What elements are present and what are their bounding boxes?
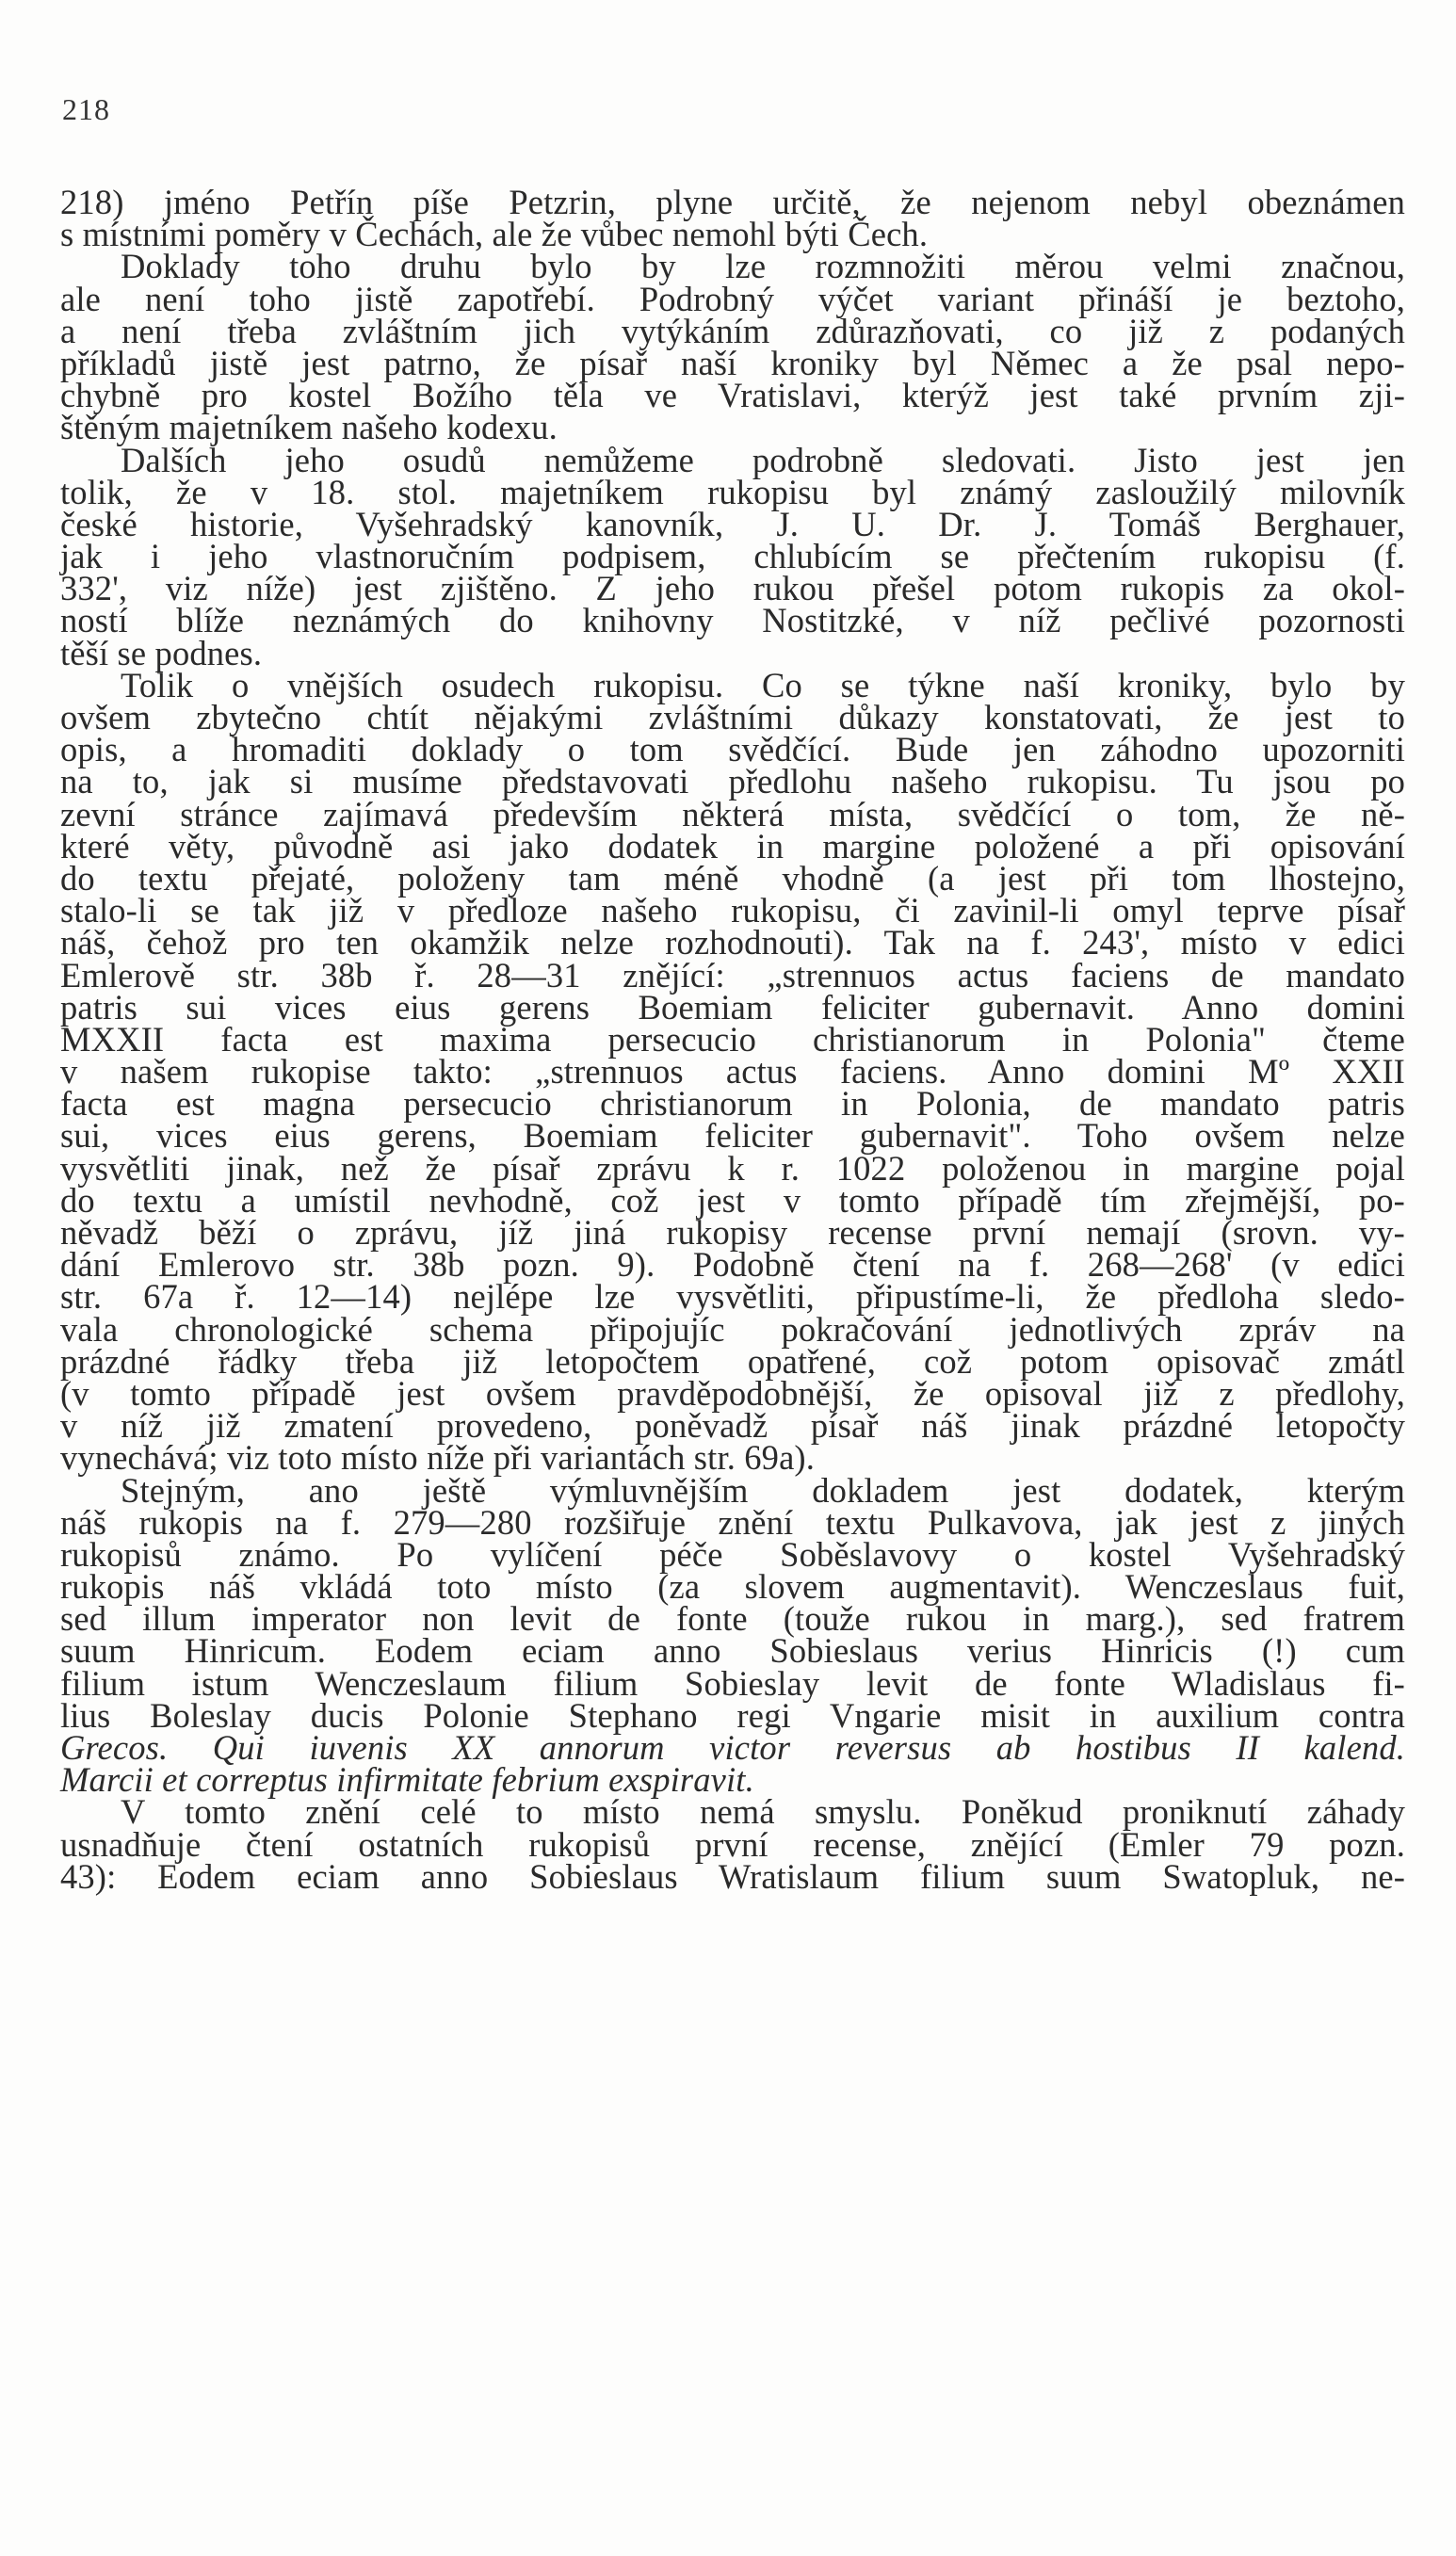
text-line: sui, vices eius gerens, Boemiam feliciter gubernavit". Toho ovšem nelze [60, 1116, 1405, 1156]
text-line: rukopisů známo. Po vylíčení péče Soběslavovy o kostel Vyšehradský [60, 1534, 1405, 1574]
text-line: Tolik o vnějších osudech rukopisu. Co se týkne naší kroniky, bylo by [121, 665, 1405, 704]
text-line: sed illum imperator non levit de fonte (touže rukou in marg.), sed fratrem [60, 1599, 1405, 1639]
text-line: náš rukopis na f. 279—280 rozšiřuje znění textu Pulkavova, jak jest z jiných [60, 1502, 1405, 1542]
text-line: MXXII facta est maxima persecucio christianorum in Polonia" čteme [60, 1019, 1405, 1059]
text-line: dání Emlerovo str. 38b pozn. 9). Podobně čtení na f. 268—268' (v edici [60, 1245, 1405, 1285]
text-line: stalo-li se tak již v předloze našeho rukopisu, či zavinil-li omyl teprve písař [60, 891, 1405, 930]
page-number: 218 [62, 92, 110, 126]
text-line: příkladů jistě jest patrno, že písař naší kroniky byl Němec a že psal nepo- [60, 343, 1405, 382]
text-line: zevní stránce zajímavá především některá místa, svědčící o tom, že ně- [60, 794, 1405, 833]
text-line: do textu a umístil nevhodně, což jest v tomto případě tím zřejmější, po- [60, 1180, 1405, 1220]
text-line: Emlerově str. 38b ř. 28—31 znějící: „strennuos actus faciens de mandato [60, 955, 1405, 995]
text-line: s místními poměry v Čechách, ale že vůbec nemohl býti Čech. [60, 215, 929, 254]
text-line: v níž již zmatení provedeno, poněvadž písař náš jinak prázdné letopočty [60, 1406, 1405, 1446]
text-line: lius Boleslay ducis Polonie Stephano regi Vngarie misit in auxilium contra [60, 1695, 1405, 1735]
text-line: štěným majetníkem našeho kodexu. [60, 408, 558, 447]
text-line: jak i jeho vlastnoručním podpisem, chlubícím se přečtením rukopisu (f. [60, 537, 1405, 576]
text-line: ale není toho jistě zapotřebí. Podrobný výčet variant přináší je beztoho, [60, 279, 1405, 318]
text-line: vynechává; viz toto místo níže při variantách str. 69a). [60, 1438, 816, 1478]
text-line: na to, jak si musíme představovati předlohu našeho rukopisu. Tu jsou po [60, 762, 1405, 801]
text-line: vala chronologické schema připojujíc pokračování jednotlivých zpráv na [60, 1309, 1405, 1349]
text-line: Marcii et correptus infirmitate febrium exspiravit. [60, 1760, 754, 1800]
text-line: do textu přejaté, položeny tam méně vhodně (a jest při tom lhostejno, [60, 858, 1405, 898]
text-line: tolik, že v 18. stol. majetníkem rukopisu byl známý zasloužilý milovník [60, 472, 1405, 511]
text-line: suum Hinricum. Eodem eciam anno Sobieslaus verius Hinricis (!) cum [60, 1631, 1405, 1671]
text-line: těší se podnes. [60, 633, 263, 672]
text-line: V tomto znění celé to místo nemá smyslu. Poněkud proniknutí záhady [121, 1792, 1405, 1832]
text-line: Grecos. Qui iuvenis XX annorum victor reversus ab hostibus II kalend. [60, 1728, 1405, 1767]
text-line: 332', viz níže) jest zjištěno. Z jeho rukou přešel potom rukopis za okol- [60, 569, 1405, 608]
text-line: něvadž běží o zprávu, jíž jiná rukopisy recense první nemají (srovn. vy- [60, 1213, 1405, 1252]
body-text [60, 183, 1405, 1896]
text-line: ovšem zbytečno chtít nějakými zvláštními důkazy konstatovati, že jest to [60, 698, 1405, 736]
text-line: prázdné řádky třeba již letopočtem opatřené, což potom opisovač zmátl [60, 1341, 1405, 1381]
text-line: opis, a hromaditi doklady o tom svědčící. Bude jen záhodno upozorniti [60, 730, 1405, 769]
text-line: filium istum Wenczeslaum filium Sobieslay levit de fonte Wladislaus fi- [60, 1663, 1405, 1703]
text-line: a není třeba zvláštním jich vytýkáním zdůrazňovati, co již z podaných [60, 311, 1405, 350]
text-line: (v tomto případě jest ovšem pravděpodobnější, že opisoval již z předlohy, [60, 1373, 1405, 1413]
text-line: 43): Eodem eciam anno Sobieslaus Wratislaum filium suum Swatopluk, ne- [60, 1856, 1405, 1896]
text-line: v našem rukopise takto: „strennuos actus faciens. Anno domini Mº XXII [60, 1052, 1405, 1092]
text-line: 218) jméno Petřín píše Petzrin, plyne určitě, že nejenom nebyl obeznámen [60, 183, 1405, 221]
text-line: Doklady toho druhu bylo by lze rozmnožiti měrou velmi značnou, [121, 247, 1405, 286]
text-line: české historie, Vyšehradský kanovník, J. U. Dr. J. Tomáš Berghauer, [60, 504, 1405, 543]
text-line: rukopis náš vkládá toto místo (za slovem augmentavit). Wenczeslaus fuit, [60, 1567, 1405, 1607]
text-line: patris sui vices eius gerens Boemiam feliciter gubernavit. Anno domini [60, 987, 1405, 1027]
text-line: str. 67a ř. 12—14) nejlépe lze vysvětliti, připustíme-li, že předloha sledo- [60, 1277, 1405, 1317]
text-line: ností blíže neznámých do knihovny Nostitzké, v níž pečlivé pozornosti [60, 601, 1405, 640]
text-line: chybně pro kostel Božího těla ve Vratislavi, kterýž jest také prvním zji- [60, 376, 1405, 415]
text-line: vysvětliti jinak, než že písař zprávu k r. 1022 položenou in margine pojal [60, 1148, 1405, 1188]
text-line: usnadňuje čtení ostatních rukopisů první recense, znějící (Emler 79 pozn. [60, 1824, 1405, 1864]
text-line: Stejným, ano ještě výmluvnějším dokladem jest dodatek, kterým [121, 1470, 1405, 1510]
text-line: náš, čehož pro ten okamžik nelze rozhodnouti). Tak na f. 243', místo v edici [60, 923, 1405, 963]
text-line: facta est magna persecucio christianorum in Polonia, de mandato patris [60, 1084, 1405, 1124]
text-line: které věty, původně asi jako dodatek in margine položené a při opisování [60, 826, 1405, 865]
text-line: Dalších jeho osudů nemůžeme podrobně sledovati. Jisto jest jen [121, 440, 1405, 479]
